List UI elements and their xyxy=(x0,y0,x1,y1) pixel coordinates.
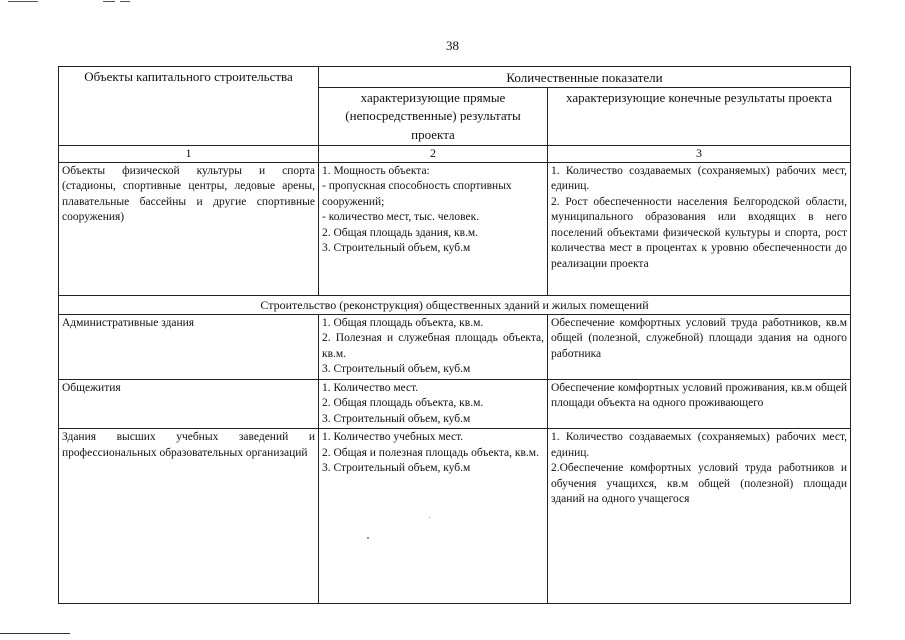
scan-edge-marks-top xyxy=(8,0,148,4)
direct-results-cell xyxy=(319,162,548,295)
header-final-results: характеризующие конечные результаты проекта xyxy=(548,88,851,146)
header-objects: Объекты капитального строительства xyxy=(59,67,319,146)
list-item: 1. Количество учебных мест. xyxy=(322,431,464,444)
table-row xyxy=(59,429,851,604)
page-number: 38 xyxy=(446,38,459,53)
list-item: - количество мест, тыс. человек. xyxy=(322,211,480,224)
object-name-cell: Административные здания xyxy=(59,314,319,379)
section-row xyxy=(59,295,851,314)
list-item: 1. Мощность объекта: xyxy=(322,164,430,177)
column-number-1: 1 xyxy=(59,145,319,162)
scan-speck xyxy=(429,517,430,518)
final-results-cell xyxy=(548,429,851,604)
header-direct-results: характеризующие прямые (непосредственные) результаты проекта xyxy=(319,88,548,146)
list-item: 2. Рост обеспеченности населения Белгородской области, муниципального образования или входящих в него поселений объектами физической культуры и спорта, рост количества мест в процентах к уровню обеспеченности до реализации проекта xyxy=(551,195,848,270)
list-item: 3. Строительный объем, куб.м xyxy=(322,242,471,255)
header-row-top xyxy=(59,67,851,88)
final-results-cell: Обеспечение комфортных условий труда работников, кв.м общей (полезной, служебной) площади здания на одного работника xyxy=(548,314,851,379)
column-number-3: 3 xyxy=(548,145,851,162)
final-results-cell: Обеспечение комфортных условий проживания, кв.м общей площади объекта на одного проживающего xyxy=(548,379,851,429)
direct-results-cell xyxy=(319,379,548,429)
list-item: 1. Количество создаваемых (сохраняемых) рабочих мест, единиц. xyxy=(551,431,848,459)
object-name-cell: Здания высших учебных заведений и профессиональных образовательных организаций xyxy=(59,429,319,604)
final-results-cell xyxy=(548,162,851,295)
list-item: 3. Строительный объем, куб.м xyxy=(322,462,471,475)
list-item: 2. Общая площадь здания, кв.м. xyxy=(322,226,479,239)
list-item: 1. Общая площадь объекта, кв.м. xyxy=(322,316,484,329)
table-row xyxy=(59,162,851,295)
column-numbers-row xyxy=(59,145,851,162)
list-item: 2. Общая и полезная площадь объекта, кв.м. xyxy=(322,446,539,459)
list-item: 2.Обеспечение комфортных условий труда работников и обучения учащихся, кв.м общей (полезной) площади зданий на одного учащегося xyxy=(551,462,848,506)
direct-results-cell xyxy=(319,314,548,379)
object-name-cell: Объекты физической культуры и спорта (стадионы, спортивные центры, ледовые арены, плавательные бассейны и другие спортивные сооружения) xyxy=(59,162,319,295)
header-quantitative-indicators: Количественные показатели xyxy=(319,67,851,88)
list-item: 3. Строительный объем, куб.м xyxy=(322,363,471,376)
table-row xyxy=(59,379,851,429)
list-item: 2. Полезная и служебная площадь объекта, кв.м. xyxy=(322,332,544,360)
table-row xyxy=(59,314,851,379)
scan-speck xyxy=(367,537,369,539)
list-item: 1. Количество мест. xyxy=(322,381,419,394)
scan-edge-marks-bottom xyxy=(0,633,150,637)
list-item: 3. Строительный объем, куб.м xyxy=(322,412,471,425)
section-title: Строительство (реконструкция) общественных зданий и жилых помещений xyxy=(59,295,851,314)
list-item: - пропускная способность спортивных сооружений; xyxy=(322,180,512,208)
direct-results-cell xyxy=(319,429,548,604)
list-item: 1. Количество создаваемых (сохраняемых) рабочих мест, единиц. xyxy=(551,164,848,193)
indicators-table xyxy=(58,66,851,604)
object-name-cell: Общежития xyxy=(59,379,319,429)
column-number-2: 2 xyxy=(319,145,548,162)
list-item: 2. Общая площадь объекта, кв.м. xyxy=(322,397,484,410)
